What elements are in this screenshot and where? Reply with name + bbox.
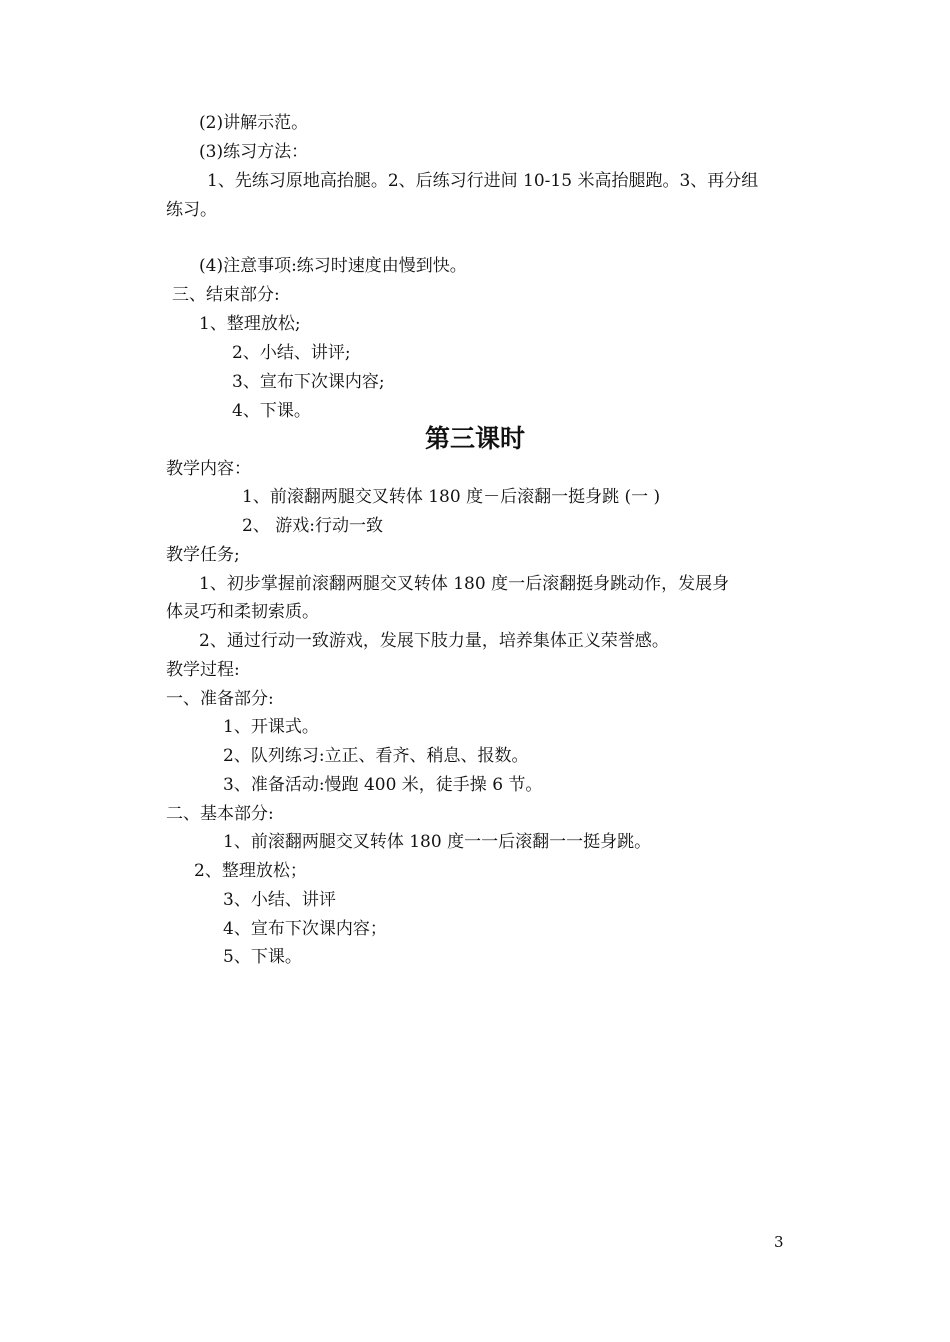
text-line: (3)练习方法： [199, 142, 309, 162]
text-line: 2、通过行动一致游戏，发展下肢力量，培养集体正义荣誉感。 [199, 631, 669, 651]
list-item: 2、整理放松； [194, 861, 307, 881]
list-item: 3、宣布下次课内容; [232, 372, 385, 392]
section-heading: 教学过程: [166, 660, 240, 680]
section-heading: 三、结束部分: [172, 285, 280, 305]
list-item: 1、前滚翻两腿交叉转体 180 度－后滚翻一挺身跳 (一 ) [242, 487, 661, 507]
section-heading: 教学内容： [166, 459, 251, 479]
list-item: 1、整理放松; [199, 314, 301, 334]
section-heading: 一、准备部分: [166, 689, 274, 709]
list-item: 4、下课。 [232, 401, 311, 421]
list-item: 3、准备活动:慢跑 400 米，徒手操 6 节。 [223, 775, 543, 795]
section-heading: 二、基本部分: [166, 804, 274, 824]
text-line: (4)注意事项:练习时速度由慢到快。 [199, 256, 467, 276]
lesson-title: 第三课时 [424, 424, 525, 453]
list-item: 1、开课式。 [223, 717, 319, 737]
list-item: 4、宣布下次课内容； [223, 919, 387, 939]
text-line: 体灵巧和柔韧索质。 [166, 602, 319, 622]
text-line: 1、先练习原地高抬腿。2、后练习行进间 10-15 米高抬腿跑。3、再分组 [207, 171, 759, 191]
list-item: 5、下课。 [223, 947, 302, 967]
text-line: 练习。 [166, 200, 217, 220]
list-item: 1、前滚翻两腿交叉转体 180 度一一后滚翻一一挺身跳。 [223, 832, 652, 852]
text-line: (2)讲解示范。 [199, 113, 309, 133]
list-item: 2、小结、讲评; [232, 343, 351, 363]
section-heading: 教学任务; [166, 545, 240, 565]
list-item: 2、 游戏:行动一致 [242, 516, 383, 536]
list-item: 2、队列练习:立正、看齐、稍息、报数。 [223, 746, 529, 766]
page-number: 3 [774, 1233, 784, 1251]
list-item: 3、小结、讲评 [223, 890, 336, 910]
text-line: 1、初步掌握前滚翻两腿交叉转体 180 度一后滚翻挺身跳动作，发展身 [199, 574, 730, 594]
